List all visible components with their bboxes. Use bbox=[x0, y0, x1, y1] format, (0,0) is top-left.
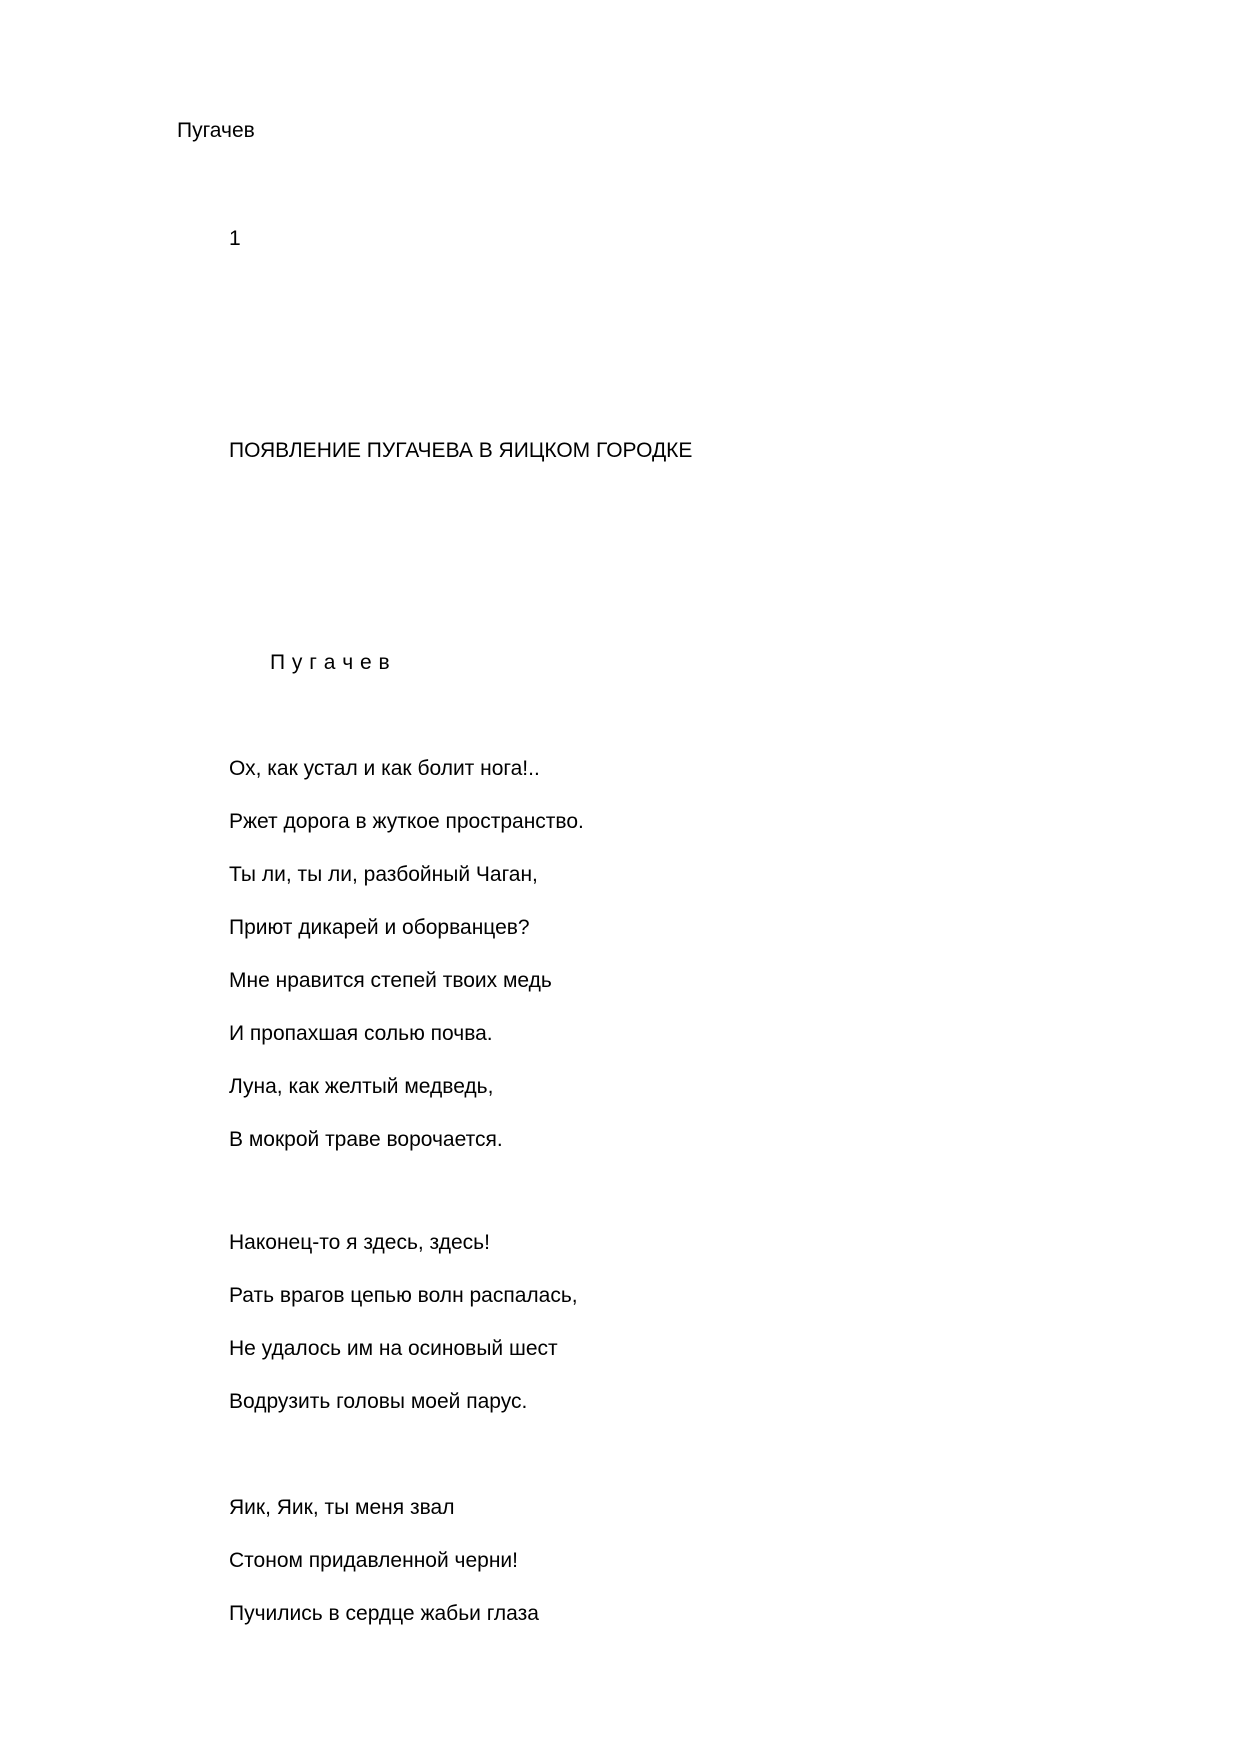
document-title: Пугачев bbox=[177, 119, 255, 142]
verse-line: Ты ли, ты ли, разбойный Чаган, bbox=[229, 863, 538, 886]
verse-line: Стоном придавленной черни! bbox=[229, 1549, 518, 1572]
stanza bbox=[229, 1230, 578, 1442]
verse-line: Не удалось им на осиновый шест bbox=[229, 1337, 558, 1360]
stanza bbox=[229, 756, 584, 1180]
verse-line: Ох, как устал и как болит нога!.. bbox=[229, 757, 540, 780]
verse-line: Приют дикарей и оборванцев? bbox=[229, 916, 530, 939]
verse-line: В мокрой траве ворочается. bbox=[229, 1128, 503, 1151]
verse-line: Пучились в сердце жабьи глаза bbox=[229, 1602, 539, 1625]
verse-line: Яик, Яик, ты меня звал bbox=[229, 1496, 455, 1519]
verse-line: Луна, как желтый медведь, bbox=[229, 1075, 494, 1098]
speaker-name: П у г а ч е в bbox=[270, 651, 391, 674]
chapter-number: 1 bbox=[229, 227, 241, 250]
verse-line: Мне нравится степей твоих медь bbox=[229, 969, 552, 992]
verse-line: Рать врагов цепью волн распалась, bbox=[229, 1284, 578, 1307]
verse-line: Ржет дорога в жуткое пространство. bbox=[229, 810, 584, 833]
verse-line: Наконец-то я здесь, здесь! bbox=[229, 1231, 490, 1254]
stanza bbox=[229, 1495, 539, 1654]
chapter-heading: ПОЯВЛЕНИЕ ПУГАЧЕВА В ЯИЦКОМ ГОРОДКЕ bbox=[229, 439, 693, 462]
verse-line: Водрузить головы моей парус. bbox=[229, 1390, 528, 1413]
verse-line: И пропахшая солью почва. bbox=[229, 1022, 493, 1045]
